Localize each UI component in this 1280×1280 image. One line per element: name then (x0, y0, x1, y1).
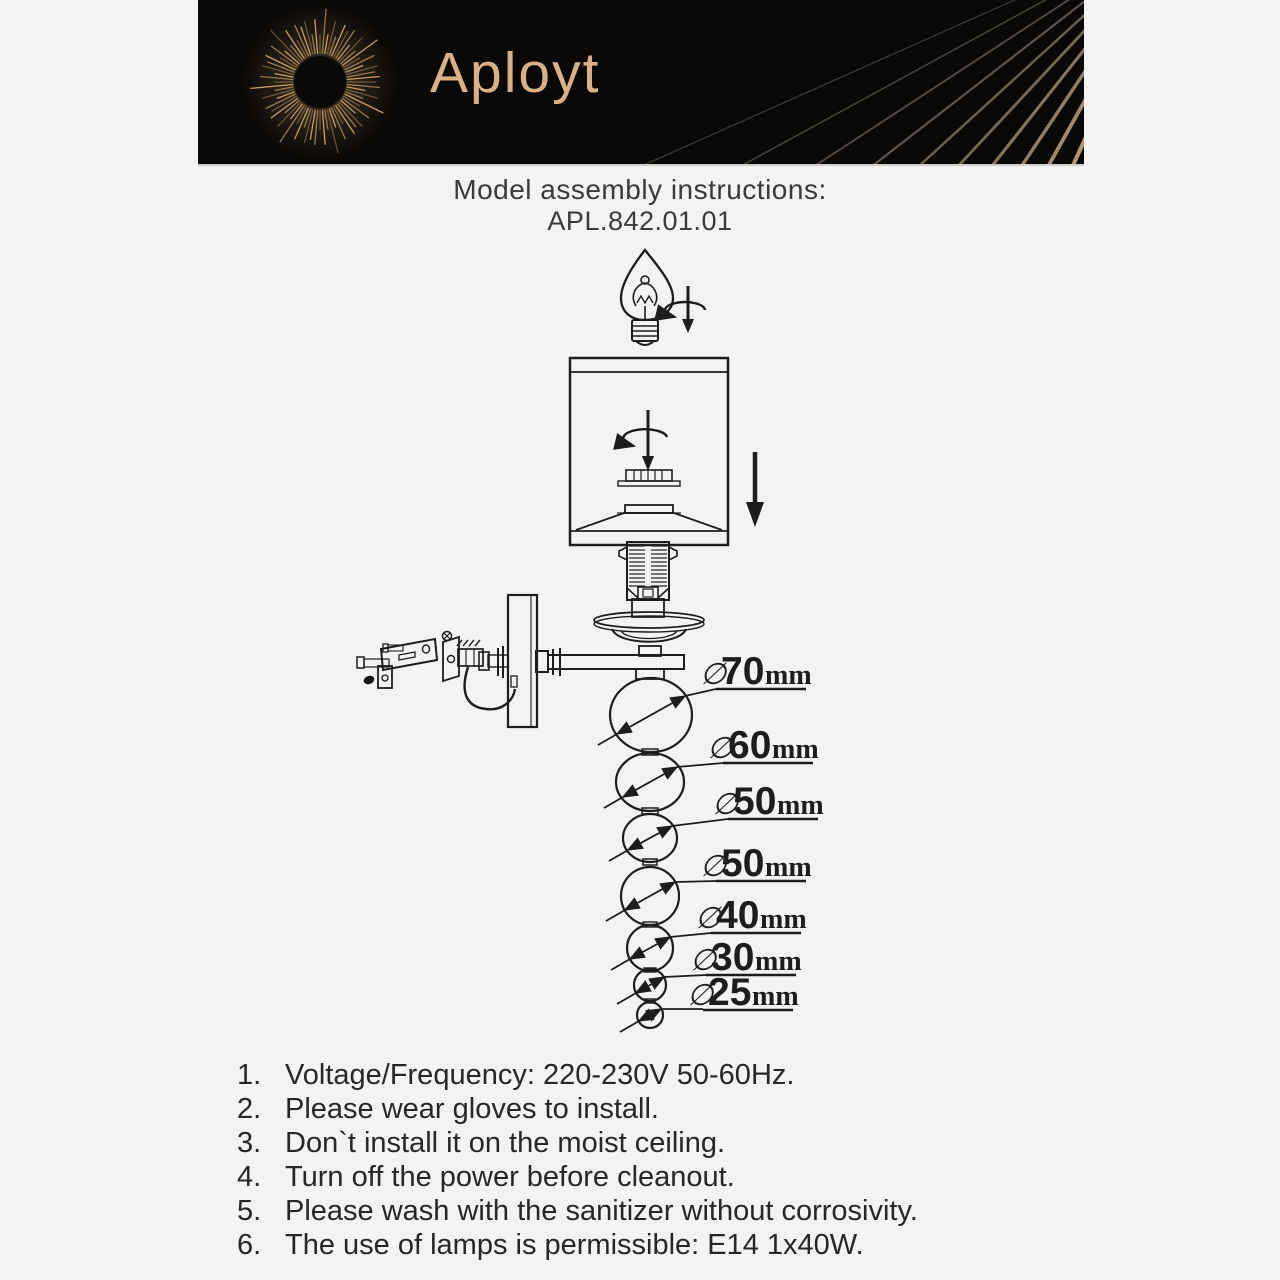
svg-text:∅: ∅ (690, 944, 717, 977)
crystal-ball-column (610, 669, 692, 1028)
shade-rotation-icon (623, 410, 667, 471)
wall-plate (508, 595, 537, 727)
svg-text:mm: mm (752, 981, 799, 1012)
instruction-list (0, 1058, 1280, 1262)
svg-text:30: 30 (711, 936, 755, 979)
list-item (0, 1194, 1280, 1228)
list-item-text: Turn off the power before cleanout. (285, 1161, 735, 1193)
dim-label-50mm-faceted (712, 780, 824, 823)
screw-rotation-icon (665, 286, 705, 333)
svg-text:mm: mm (772, 734, 819, 765)
list-item-number: 4. (237, 1161, 262, 1193)
wire (465, 667, 517, 709)
svg-text:mm: mm (755, 946, 802, 977)
list-item-text: Don`t install it on the moist ceiling. (285, 1127, 726, 1159)
svg-text:∅: ∅ (695, 902, 722, 935)
list-item-number: 1. (237, 1059, 262, 1091)
small-mount-plate (443, 632, 460, 682)
svg-text:∅: ∅ (700, 658, 727, 691)
svg-text:mm: mm (777, 790, 824, 821)
down-arrow-icon (746, 452, 764, 527)
bobeche-saucer (594, 612, 704, 656)
dim-label-40mm (695, 894, 807, 937)
svg-text:50: 50 (721, 842, 765, 885)
svg-text:mm: mm (760, 904, 807, 935)
svg-text:∅: ∅ (707, 732, 734, 765)
model-number: APL.842.01.01 (547, 206, 733, 236)
dimension-labels (687, 650, 824, 1014)
list-item (0, 1160, 1280, 1194)
svg-text:70: 70 (721, 650, 765, 693)
list-item-text: Voltage/Frequency: 220-230V 50-60Hz. (285, 1059, 795, 1091)
list-item-number: 6. (237, 1229, 262, 1261)
list-item (0, 1058, 1280, 1092)
wall-bracket (378, 639, 437, 688)
svg-text:25: 25 (708, 971, 752, 1014)
mounting-screws (357, 644, 403, 686)
dim-label-25mm (687, 971, 799, 1014)
list-item (0, 1126, 1280, 1160)
svg-text:∅: ∅ (687, 979, 714, 1012)
lamp-socket (619, 542, 677, 617)
svg-text:60: 60 (728, 724, 772, 767)
candle-bulb (621, 250, 673, 345)
dim-label-60mm (707, 724, 819, 767)
svg-text:40: 40 (716, 894, 760, 937)
svg-text:mm: mm (765, 852, 812, 883)
list-item (0, 1092, 1280, 1126)
page-title: Model assembly instructions: (453, 174, 827, 205)
list-item-text: Please wear gloves to install. (285, 1093, 659, 1125)
svg-text:∅: ∅ (712, 788, 739, 821)
shade-fitter (618, 470, 680, 486)
dim-label-70mm (700, 650, 812, 693)
list-item-number: 5. (237, 1195, 262, 1227)
list-item-number: 2. (237, 1093, 262, 1125)
svg-text:50: 50 (733, 780, 777, 823)
list-item-number: 3. (237, 1127, 262, 1159)
list-item-text: The use of lamps is permissible: E14 1x40W. (285, 1229, 864, 1261)
list-item-text: Please wash with the sanitizer without corrosivity. (285, 1195, 918, 1227)
svg-text:∅: ∅ (700, 850, 727, 883)
brand-wordmark: Aployt (430, 41, 601, 105)
svg-text:mm: mm (765, 660, 812, 691)
dim-label-50mm-smooth (700, 842, 812, 885)
list-item (0, 1228, 1280, 1262)
